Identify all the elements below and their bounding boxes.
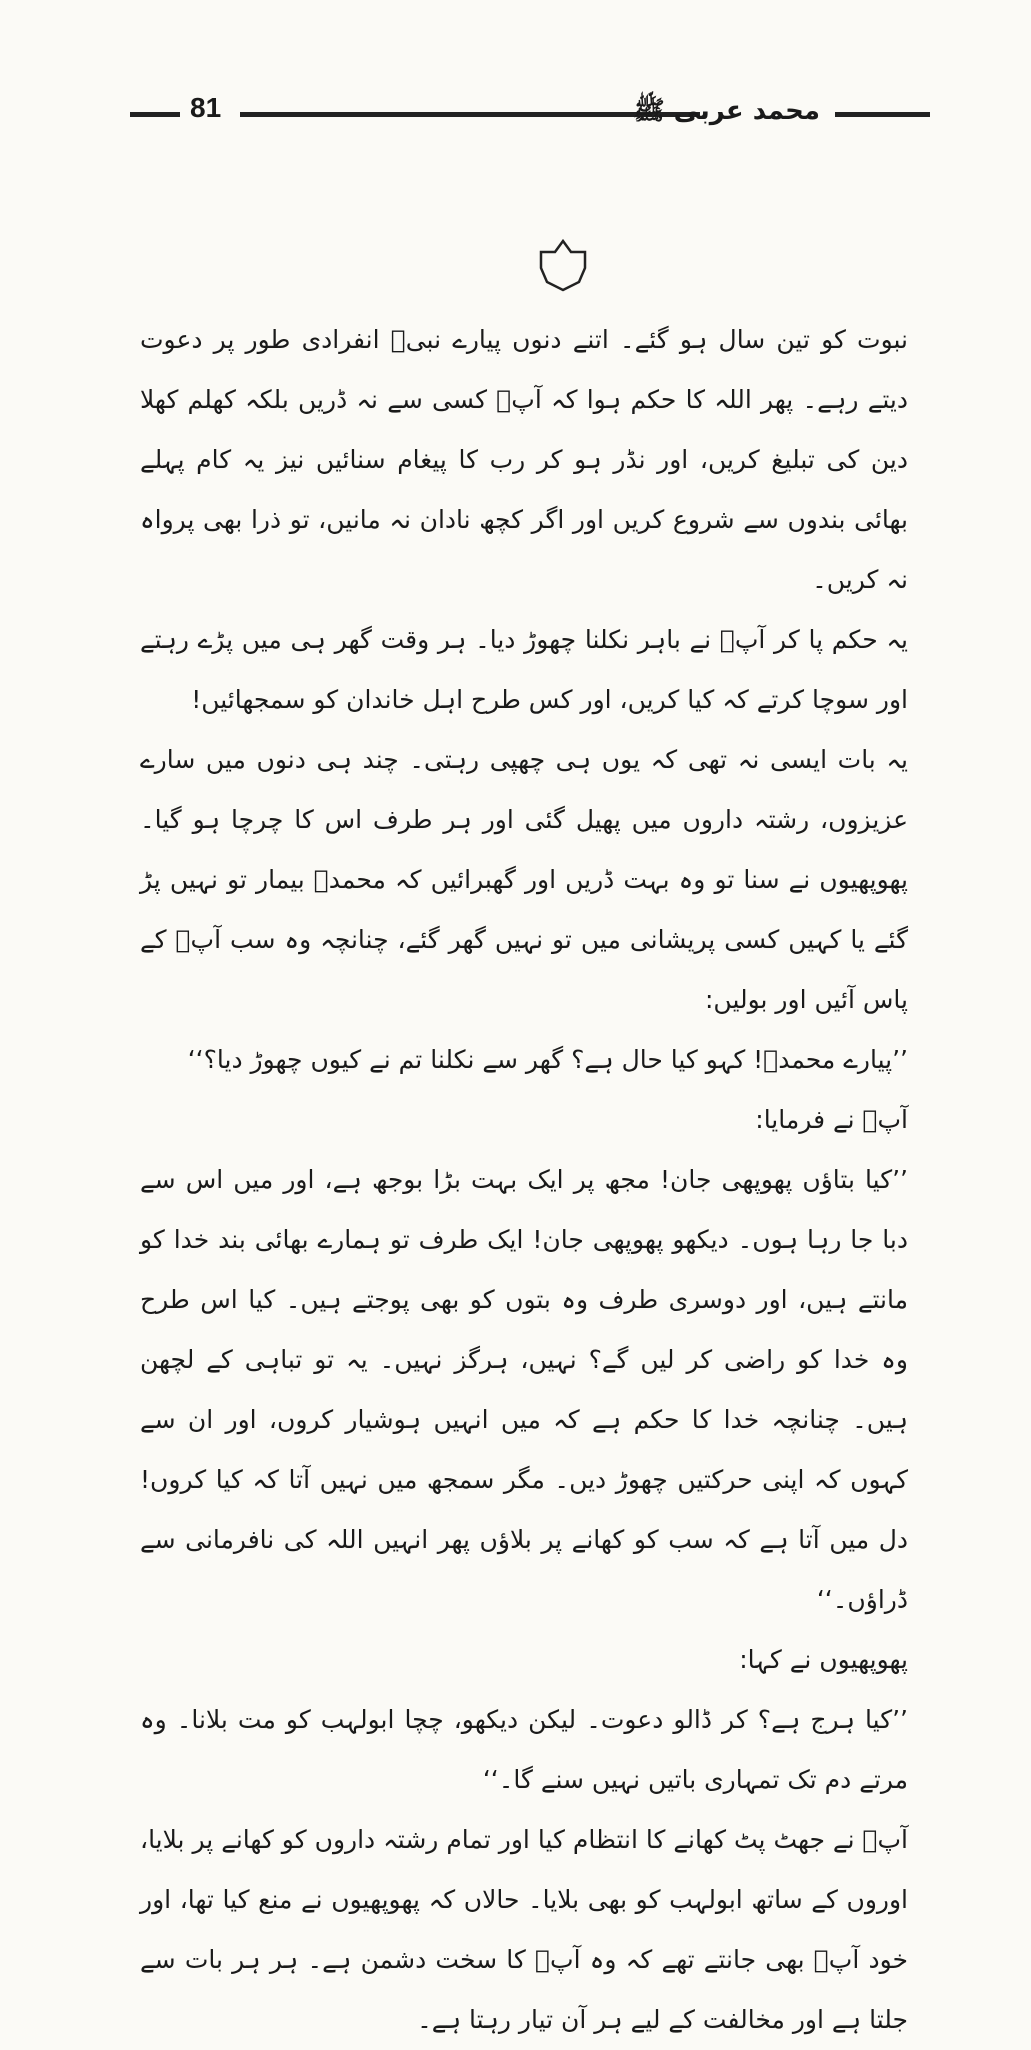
header-rule-right bbox=[835, 112, 930, 117]
quote-2: ’’کیا بتاؤں پھوپھی جان! مجھ پر ایک بہت بڑا بوجھ ہے، اور میں اس سے دبا جا رہا ہوں۔ دیکھو پھوپھی جان! ایک طرف تو ہمارے بھائی بند خدا کو مانتے ہیں، اور دوسری طرف وہ بتوں کو بھی پوجتے ہیں۔ کیا اس طرح وہ خدا کو راضی کر لیں گے؟ نہیں، ہرگز نہیں۔ یہ تو تباہی کے لچھن ہیں۔ چنانچہ خدا کا حکم ہے کہ میں انہیں ہوشیار کروں، اور ان سے کہوں کہ اپنی حرکتیں چھوڑ دیں۔ مگر سمجھ میں نہیں آتا کہ کیا کروں! دل میں آتا ہے کہ سب کو کھانے پر بلاؤں پھر انہیں اللہ کی نافرمانی سے ڈراؤں۔‘‘ bbox=[140, 1165, 908, 1614]
paragraph-2: یہ حکم پا کر آپؐ نے باہر نکلنا چھوڑ دیا۔ ہر وقت گھر ہی میں پڑے رہتے اور سوچا کرتے کہ کیا کریں، اور کس طرح اہل خاندان کو سمجھائیں! bbox=[140, 625, 908, 714]
header-rule-middle bbox=[240, 112, 700, 117]
quote-1: ’’پیارے محمدؐ! کہو کیا حال ہے؟ گھر سے نکلنا تم نے کیوں چھوڑ دیا؟‘‘ bbox=[187, 1045, 908, 1074]
paragraph-3: یہ بات ایسی نہ تھی کہ یوں ہی چھپی رہتی۔ چند ہی دنوں میں سارے عزیزوں، رشتہ داروں میں پھیل گئی اور ہر طرف اس کا چرچا ہو گیا۔ پھوپھیوں نے سنا تو وہ بہت ڈریں اور گھبرائیں کہ محمدؐ بیمار تو نہیں پڑ گئے یا کہیں کسی پریشانی میں تو نہیں گھر گئے، چنانچہ وہ سب آپؐ کے پاس آئیں اور بولیں: bbox=[140, 745, 908, 1014]
page-number: 81 bbox=[190, 92, 222, 123]
star-ornament-icon bbox=[535, 238, 591, 294]
running-title: محمد عربی ﷺ bbox=[633, 96, 820, 126]
header-rule-left bbox=[130, 112, 180, 117]
body-text bbox=[140, 310, 930, 2050]
paragraph-1: نبوت کو تین سال ہو گئے۔ اتنے دنوں پیارے نبیؐ انفرادی طور پر دعوت دیتے رہے۔ پھر اللہ کا حکم ہوا کہ آپؐ کسی سے نہ ڈریں بلکہ کھلم کھلا دین کی تبلیغ کریں، اور نڈر ہو کر رب کا پیغام سنائیں نیز یہ کام پہلے بھائی بندوں سے شروع کریں اور اگر کچھ نادان نہ مانیں، تو ذرا بھی پرواہ نہ کریں۔ bbox=[140, 325, 908, 594]
speaker-line-1: آپؐ نے فرمایا: bbox=[755, 1105, 908, 1134]
quote-3: ’’کیا ہرج ہے؟ کر ڈالو دعوت۔ لیکن دیکھو، چچا ابولہب کو مت بلانا۔ وہ مرتے دم تک تمہاری باتیں نہیں سنے گا۔‘‘ bbox=[140, 1705, 908, 1794]
paragraph-4: آپؐ نے جھٹ پٹ کھانے کا انتظام کیا اور تمام رشتہ داروں کو کھانے پر بلایا، اوروں کے ساتھ ابولہب کو بھی بلایا۔ حالاں کہ پھوپھیوں نے منع کیا تھا، اور خود آپؐ بھی جانتے تھے کہ وہ آپؐ کا سخت دشمن ہے۔ ہر ہر بات سے جلتا ہے اور مخالفت کے لیے ہر آن تیار رہتا ہے۔ bbox=[140, 1825, 908, 2034]
speaker-line-2: پھوپھیوں نے کہا: bbox=[739, 1645, 908, 1674]
page-header bbox=[130, 92, 930, 132]
